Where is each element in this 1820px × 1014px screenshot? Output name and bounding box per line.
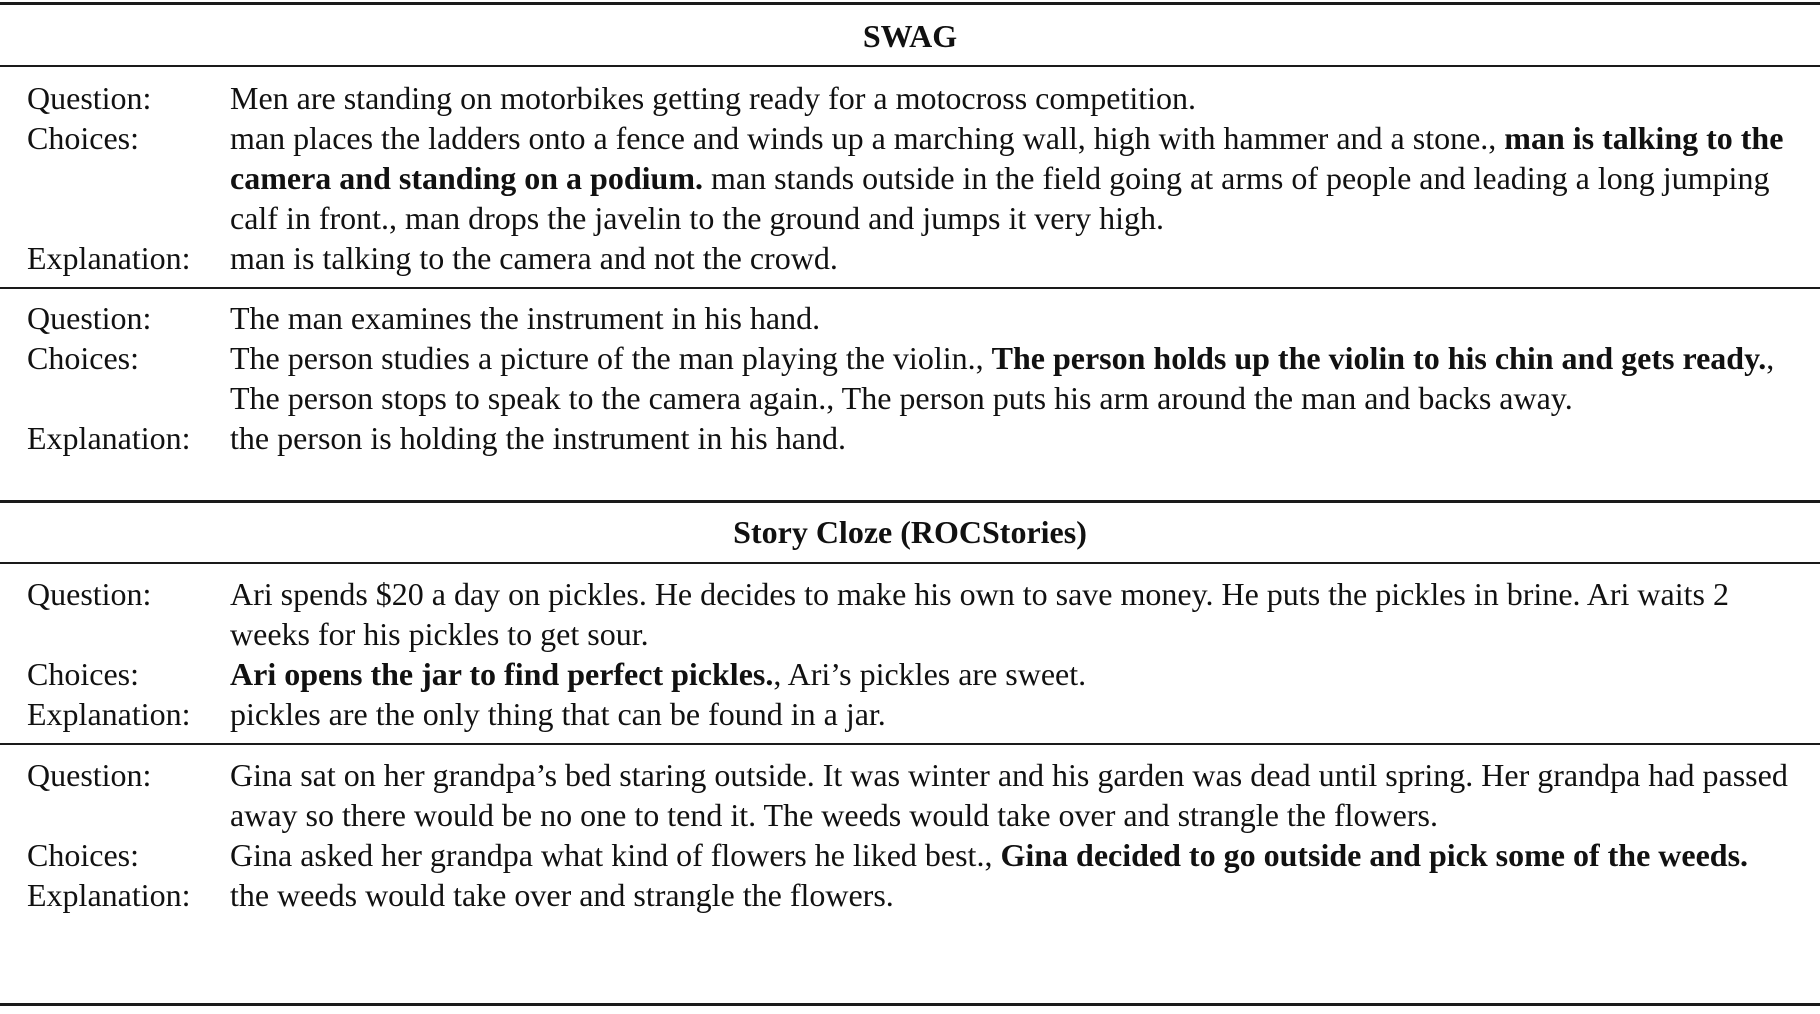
question-label: Question:	[27, 576, 152, 612]
explanation-row	[0, 694, 1820, 734]
question-row	[0, 755, 1820, 835]
section-divider-rule	[0, 500, 1820, 503]
top-rule	[0, 2, 1820, 5]
choices-row	[0, 338, 1820, 418]
explanation-label: Explanation:	[27, 696, 191, 732]
choices-row	[0, 654, 1820, 694]
choices-row	[0, 835, 1820, 875]
explanation-text: the person is holding the instrument in his hand.	[230, 420, 846, 456]
example-rule	[0, 743, 1820, 745]
choice-fragment: Gina asked her grandpa what kind of flowers he liked best.,	[230, 837, 1001, 873]
question-text: Men are standing on motorbikes getting ready for a motocross competition.	[230, 80, 1196, 116]
correct-choice: Ari opens the jar to find perfect pickles.	[230, 656, 774, 692]
choice-fragment: man stands outside in the field going at arms of people and leading a long jumping calf in front., man drops the javelin to the ground and jumps it very high.	[230, 160, 1770, 236]
correct-choice: man is talking to the camera and standing on a podium.	[230, 120, 1784, 196]
question-label: Question:	[27, 757, 152, 793]
question-text: Gina sat on her grandpa’s bed staring outside. It was winter and his garden was dead until spring. Her grandpa had passed away so there would be no one to tend it. The weeds would take over and strangle the flowers.	[230, 757, 1788, 833]
explanation-row	[0, 238, 1820, 278]
question-label: Question:	[27, 300, 152, 336]
question-row	[0, 574, 1820, 654]
example-rule	[0, 287, 1820, 289]
example-swag-1	[0, 78, 1820, 278]
question-label: Question:	[27, 80, 152, 116]
choices-row	[0, 118, 1820, 238]
choices-label: Choices:	[27, 120, 139, 156]
choices-label: Choices:	[27, 340, 139, 376]
explanation-label: Explanation:	[27, 420, 191, 456]
choice-fragment: , The person stops to speak to the camera again., The person puts his arm around the man and backs away.	[230, 340, 1775, 416]
explanation-row	[0, 875, 1820, 915]
choices-label: Choices:	[27, 837, 139, 873]
choices-label: Choices:	[27, 656, 139, 692]
choice-fragment: The person studies a picture of the man playing the violin.,	[230, 340, 992, 376]
example-story-cloze-2	[0, 755, 1820, 915]
question-row	[0, 78, 1820, 118]
choices-text	[230, 835, 1800, 875]
explanation-label: Explanation:	[27, 877, 191, 913]
bottom-rule	[0, 1003, 1820, 1006]
correct-choice: The person holds up the violin to his chin and gets ready.	[991, 340, 1767, 376]
explanation-label: Explanation:	[27, 240, 191, 276]
example-story-cloze-1	[0, 574, 1820, 734]
section-title-story-cloze: Story Cloze (ROCStories)	[733, 514, 1087, 550]
explanation-text: the weeds would take over and strangle the flowers.	[230, 877, 894, 913]
choice-fragment: , Ari’s pickles are sweet.	[773, 656, 1087, 692]
example-swag-2	[0, 298, 1820, 458]
explanation-text: man is talking to the camera and not the crowd.	[230, 240, 838, 276]
question-text: The man examines the instrument in his hand.	[230, 300, 821, 336]
question-row	[0, 298, 1820, 338]
section-rule	[0, 562, 1820, 564]
choices-text	[230, 118, 1800, 238]
question-text: Ari spends $20 a day on pickles. He decides to make his own to save money. He puts the pickles in brine. Ari waits 2 weeks for his pickles to get sour.	[230, 576, 1729, 652]
choices-text	[230, 654, 1800, 694]
choices-text	[230, 338, 1800, 418]
explanation-text: pickles are the only thing that can be found in a jar.	[230, 696, 886, 732]
explanation-row	[0, 418, 1820, 458]
correct-choice: Gina decided to go outside and pick some of the weeds.	[1000, 837, 1749, 873]
section-rule	[0, 65, 1820, 67]
choice-fragment: man places the ladders onto a fence and winds up a marching wall, high with hammer and a stone.,	[230, 120, 1505, 156]
section-title-swag: SWAG	[862, 18, 958, 54]
